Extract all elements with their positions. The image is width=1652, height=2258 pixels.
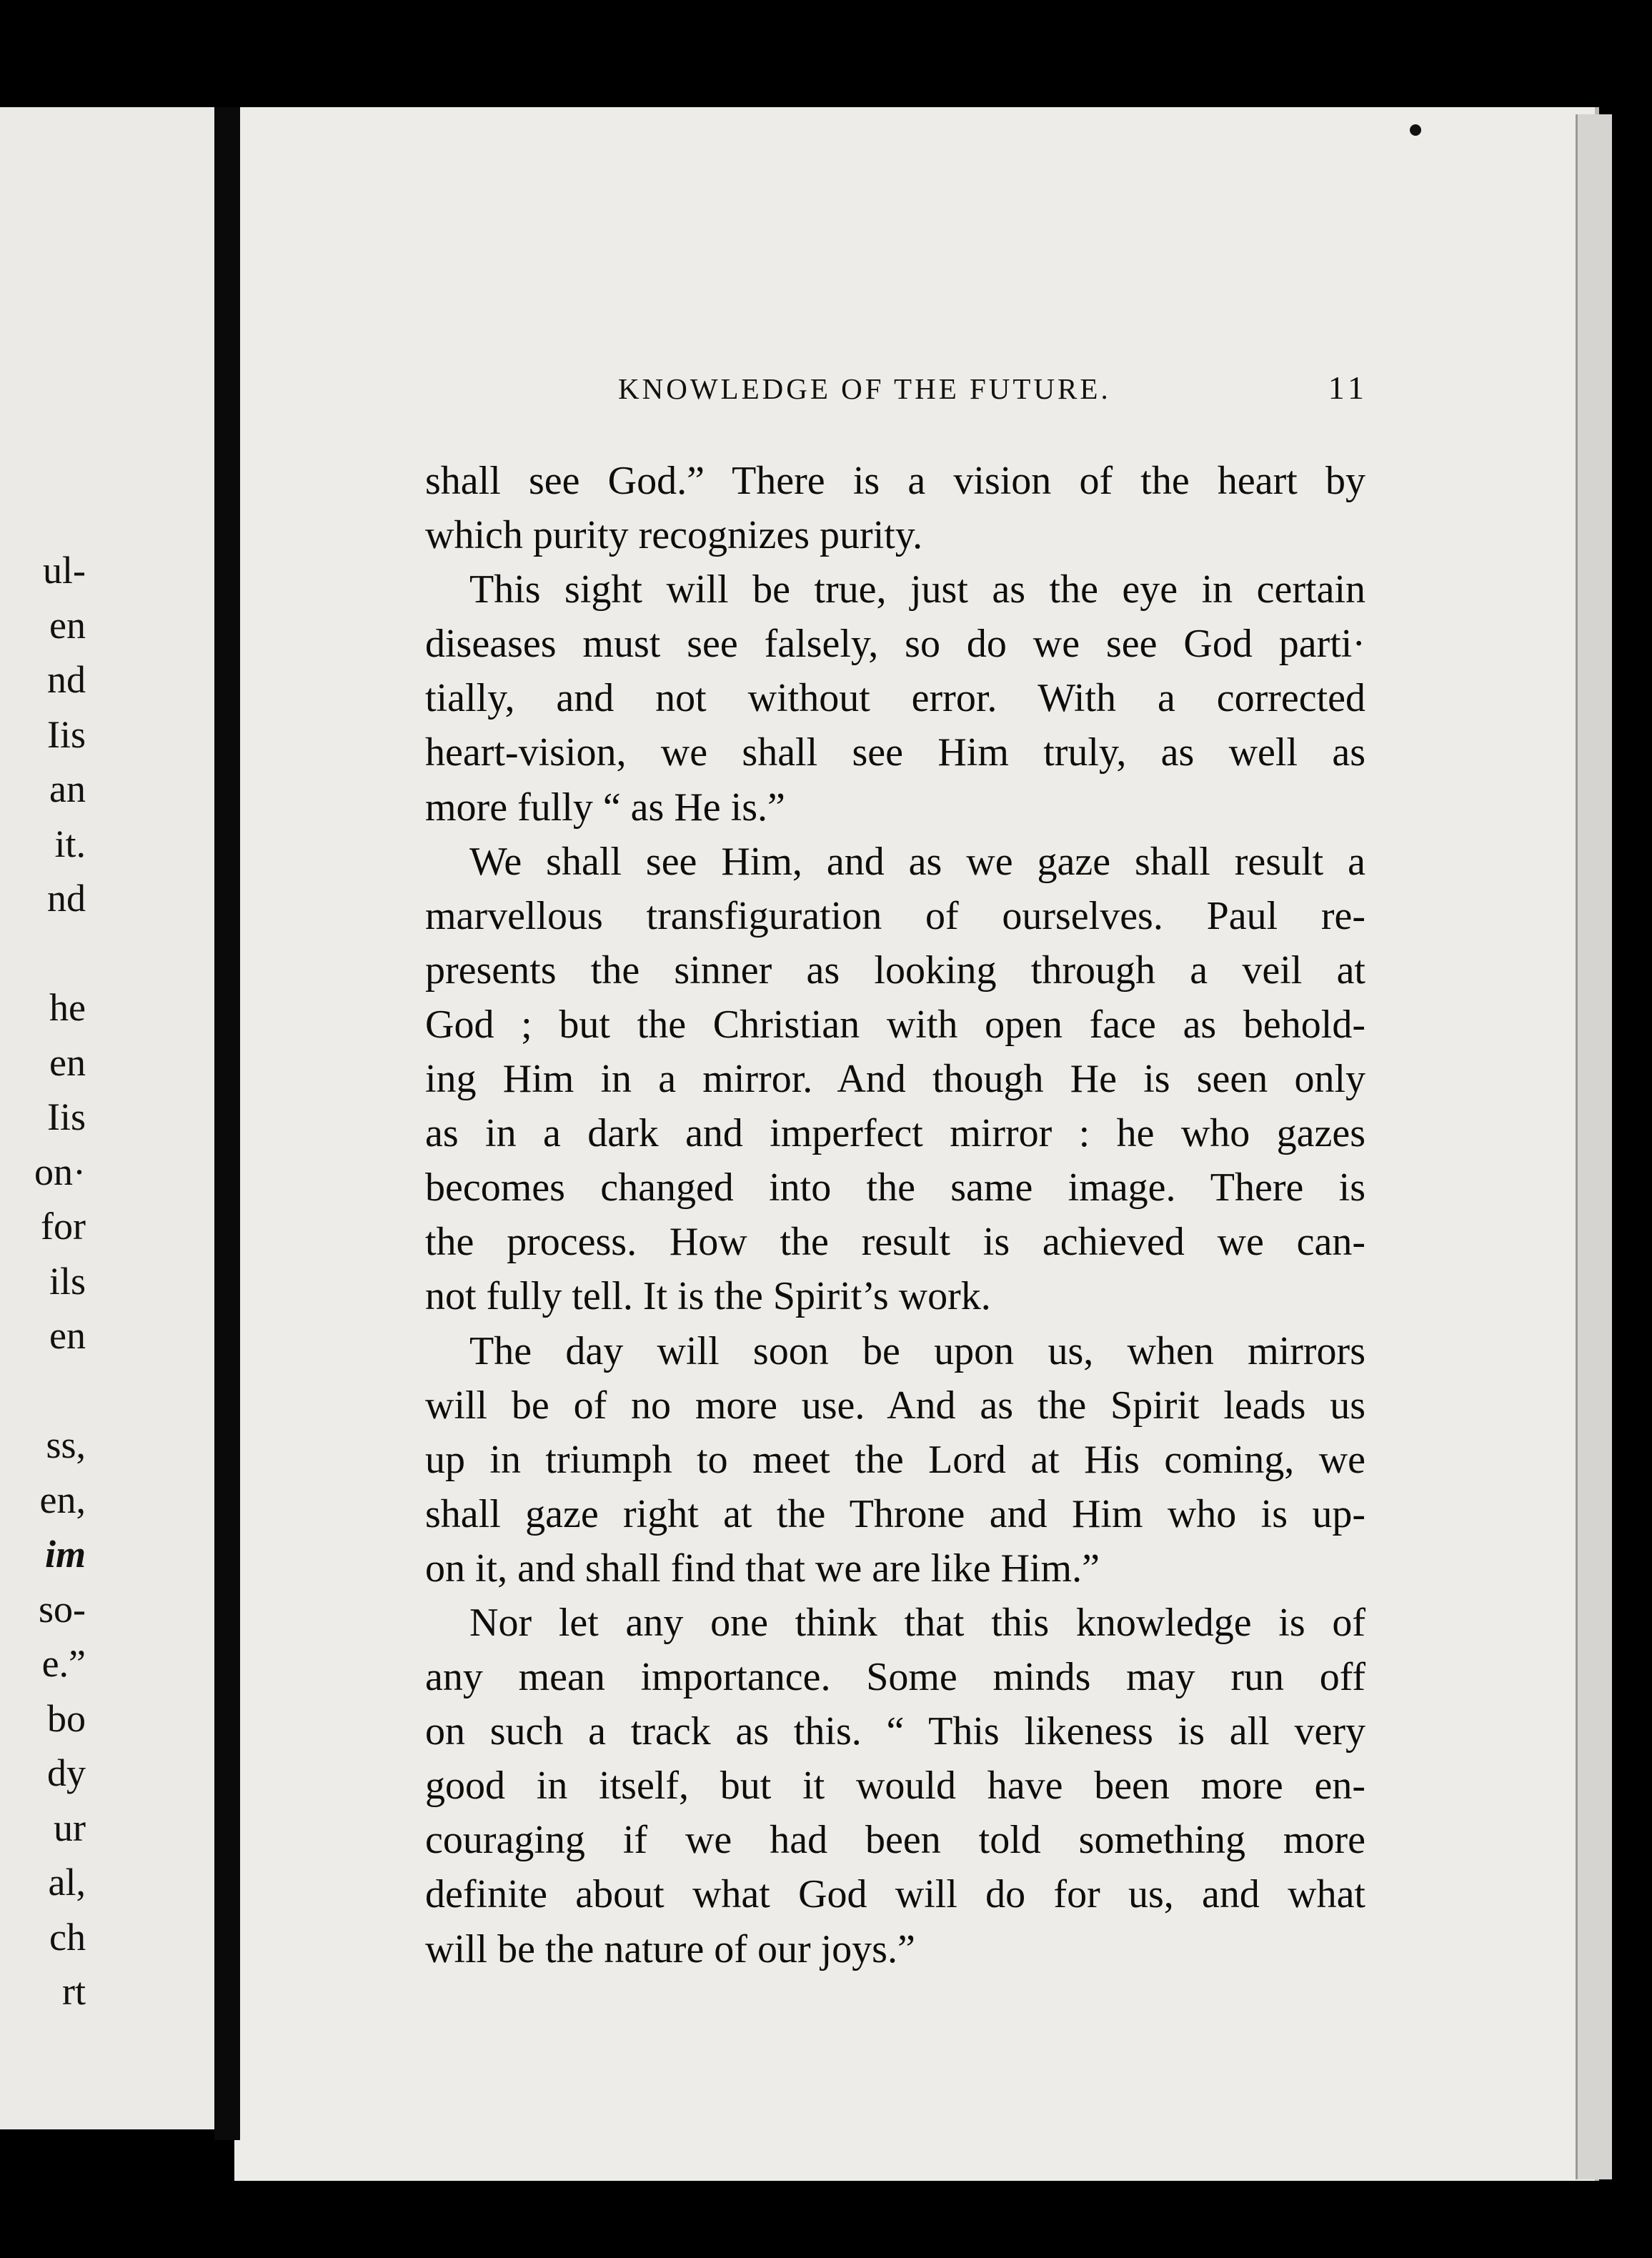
left-fragment: e.” [41,1642,86,1685]
left-fragment: en, [39,1478,86,1521]
text-line: couraging if we had been told something more [425,1818,1365,1863]
text-line: ing Him in a mirror. And though He is seen only [425,1057,1365,1102]
left-fragment: en [49,603,86,647]
left-page [0,107,227,2129]
book-gutter [214,107,240,2140]
left-fragment: nd [47,877,86,920]
page-edge [1576,114,1612,2179]
text-line: shall gaze right at the Throne and Him who is up- [425,1491,1365,1536]
text-line: on it, and shall find that we are like Him.” [425,1546,1100,1591]
text-line: up in triumph to meet the Lord at His coming, we [425,1437,1365,1482]
running-title: KNOWLEDGE OF THE FUTURE. [618,372,1111,405]
left-fragment: it. [54,822,86,865]
text-line: diseases must see falsely, so do we see God parti· [425,622,1365,667]
left-fragment: on· [34,1150,86,1193]
left-fragment: ils [49,1259,86,1303]
text-line: shall see God.” There is a vision of the heart by [425,459,1365,503]
text-line: as in a dark and imperfect mirror : he who gazes [425,1111,1365,1156]
left-fragment: ss, [46,1423,86,1466]
page-number: 11 [1328,369,1368,406]
text-line: heart-vision, we shall see Him truly, as well as [425,730,1365,775]
left-fragment: rt [62,1970,86,2013]
left-page-text-fragments [0,543,86,2019]
text-line: good in itself, but it would have been more en- [425,1764,1365,1809]
text-line: not fully tell. It is the Spirit’s work. [425,1274,991,1319]
left-fragment: so- [39,1587,86,1631]
text-line: on such a track as this. “ This likeness is all very [425,1709,1365,1754]
left-fragment: ch [49,1915,86,1959]
text-line: The day will soon be upon us, when mirrors [469,1328,1365,1373]
left-fragment: ul- [43,549,86,592]
left-fragment [0,926,86,981]
text-line: definite about what God will do for us, and what [425,1872,1365,1917]
left-fragment: Iis [47,1095,86,1138]
left-fragment: en [49,1040,86,1084]
left-fragment: bo [47,1696,86,1740]
left-fragment: an [49,767,86,810]
ink-speck [1410,124,1421,136]
text-line: Nor let any one think that this knowledge is of [469,1600,1365,1645]
text-line: any mean importance. Some minds may run off [425,1655,1365,1700]
left-fragment: for [41,1205,86,1248]
left-fragment [0,1363,86,1418]
left-fragment: en [49,1314,86,1357]
text-line: presents the sinner as looking through a veil at [425,948,1365,993]
text-line: This sight will be true, just as the eye in certain [469,567,1365,612]
text-line: marvellous transfiguration of ourselves. Paul re- [425,893,1365,938]
left-fragment: he [49,986,86,1029]
running-head [618,369,1368,414]
left-fragment: ur [54,1806,86,1849]
left-fragment: dy [47,1751,86,1794]
text-line: will be the nature of our joys.” [425,1926,915,1971]
text-line: which purity recognizes purity. [425,513,923,558]
left-fragment: nd [47,658,86,701]
text-line: will be of no more use. And as the Spirit leads us [425,1383,1365,1428]
text-line: God ; but the Christian with open face as behold- [425,1002,1365,1047]
left-fragment: al, [48,1861,86,1904]
left-fragment: Iis [47,712,86,756]
left-fragment: im [44,1533,86,1576]
body-text [425,454,1365,1976]
text-line: more fully “ as He is.” [425,785,785,830]
text-line: the process. How the result is achieved we can- [425,1220,1365,1265]
text-line: becomes changed into the same image. There is [425,1165,1365,1210]
text-line: We shall see Him, and as we gaze shall result a [469,839,1365,884]
text-line: tially, and not without error. With a corrected [425,676,1365,721]
